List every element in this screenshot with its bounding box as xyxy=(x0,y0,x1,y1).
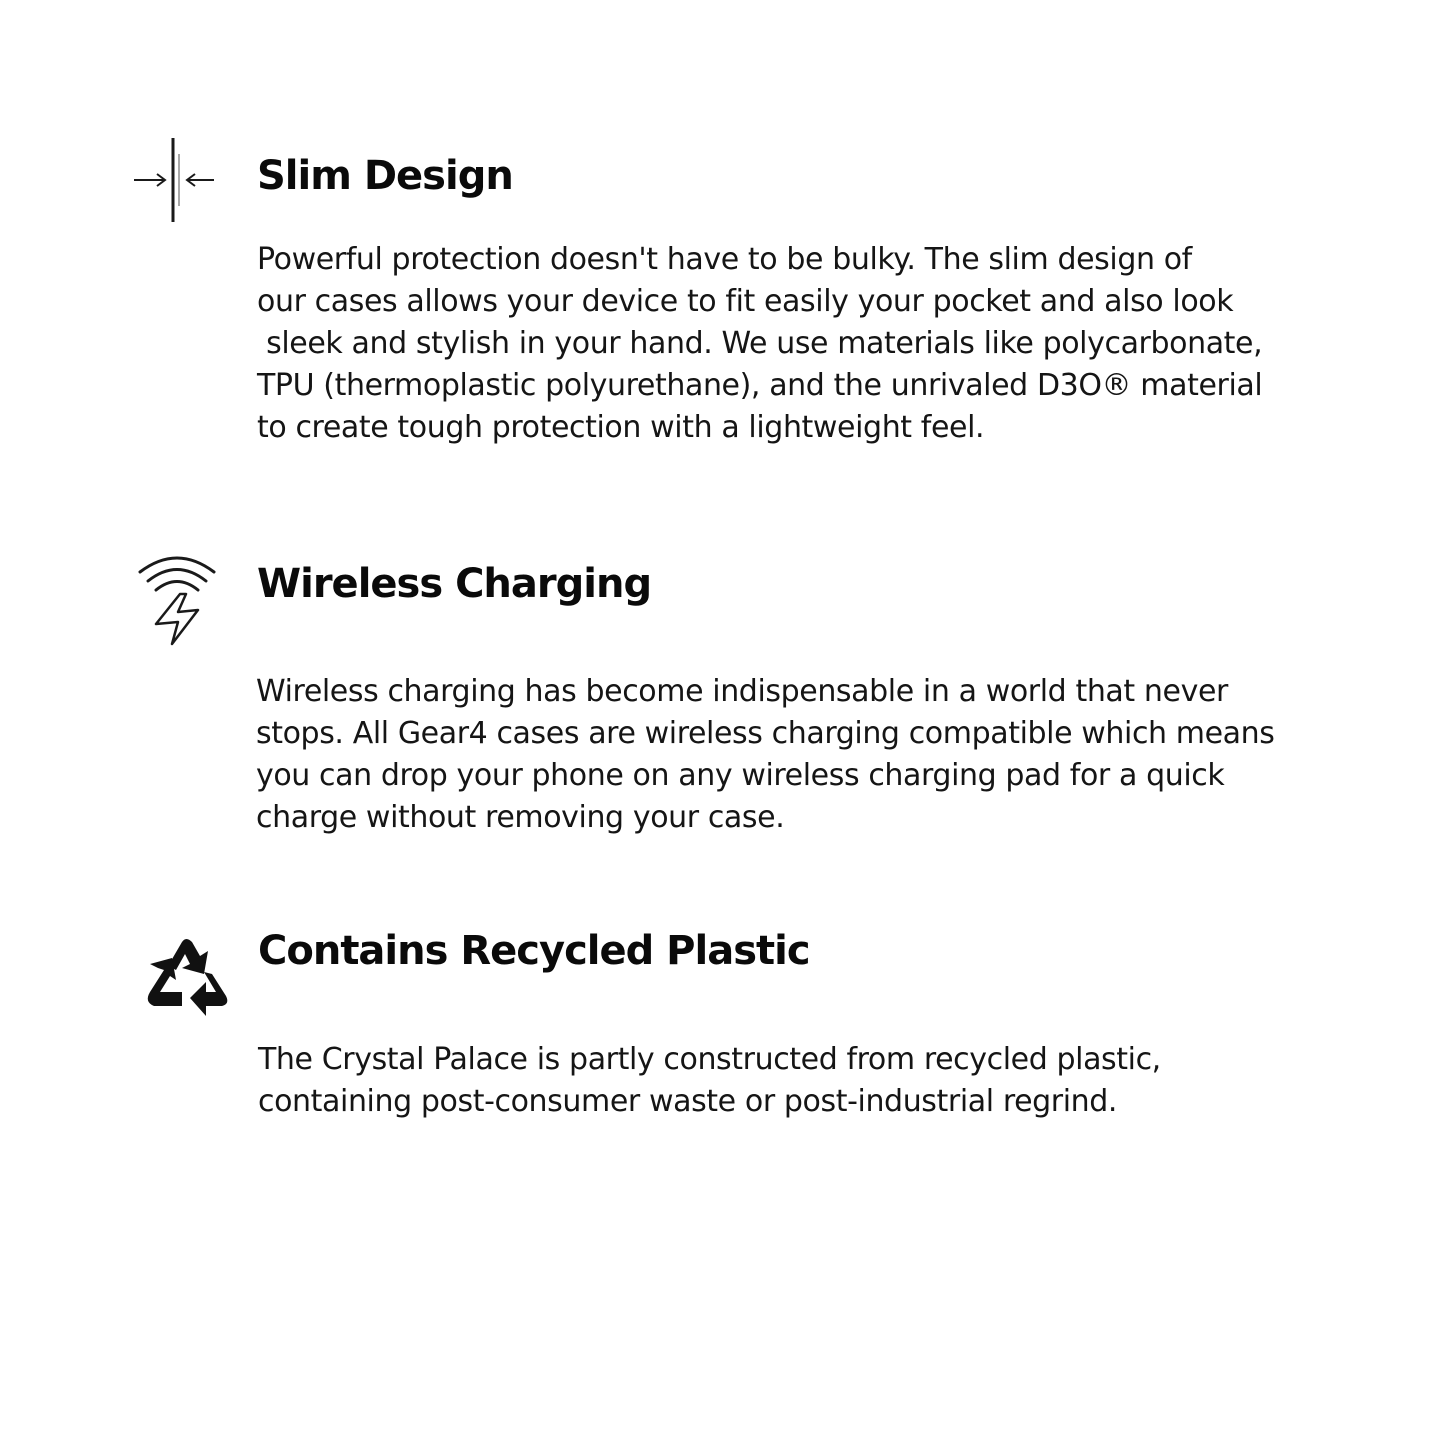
description-line: sleek and stylish in your hand. We use materials like polycarbonate, xyxy=(257,326,1263,361)
description-line: you can drop your phone on any wireless charging pad for a quick xyxy=(256,758,1225,793)
description-line: charge without removing your case. xyxy=(256,800,785,835)
description-line: stops. All Gear4 cases are wireless charging compatible which means xyxy=(256,716,1275,751)
description-line: containing post-consumer waste or post-industrial regrind. xyxy=(258,1084,1118,1119)
feature-description xyxy=(256,671,1275,839)
description-line: our cases allows your device to fit easily your pocket and also look xyxy=(257,284,1234,319)
description-line: Powerful protection doesn't have to be bulky. The slim design of xyxy=(257,242,1192,277)
feature-title: Contains Recycled Plastic xyxy=(258,928,810,974)
slim-compress-icon xyxy=(128,134,220,226)
feature-description xyxy=(258,1039,1161,1123)
description-line: The Crystal Palace is partly constructed from recycled plastic, xyxy=(258,1042,1161,1077)
recycle-icon xyxy=(138,932,234,1022)
description-line: TPU (thermoplastic polyurethane), and the unrivaled D3O® material xyxy=(257,368,1263,403)
description-line: to create tough protection with a lightweight feel. xyxy=(257,410,985,445)
feature-title: Slim Design xyxy=(257,153,513,199)
wireless-charging-icon xyxy=(134,548,220,648)
feature-description xyxy=(257,239,1262,449)
feature-title: Wireless Charging xyxy=(257,561,652,607)
description-line: Wireless charging has become indispensable in a world that never xyxy=(256,674,1228,709)
